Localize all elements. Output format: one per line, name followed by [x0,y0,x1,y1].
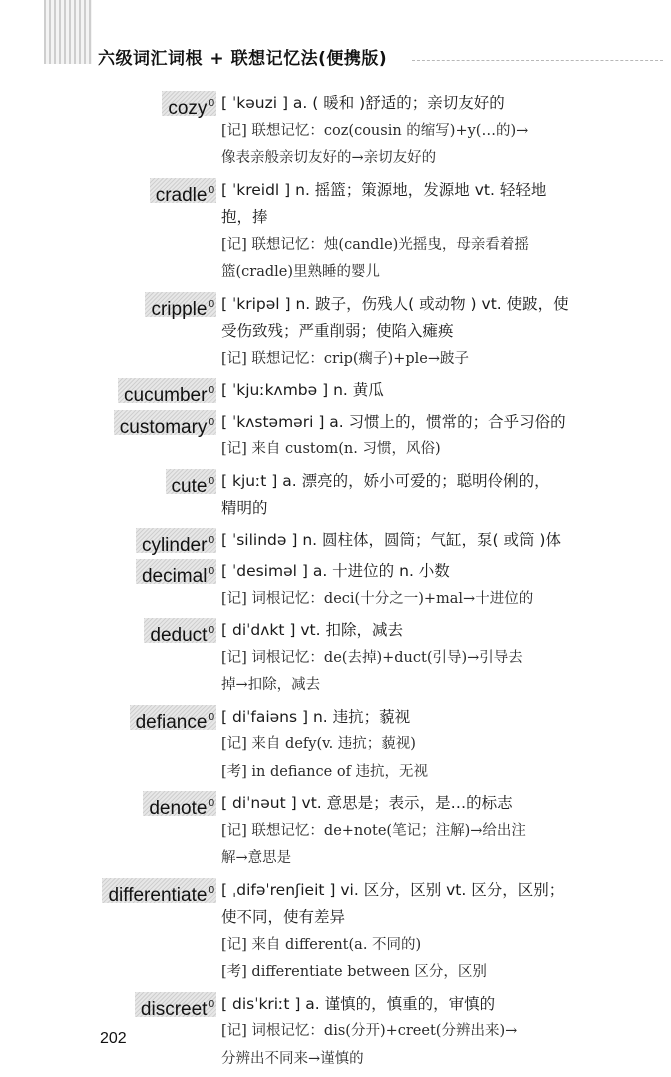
headword-box [143,791,216,819]
vocabulary-entry [0,377,671,405]
headword-box [162,91,216,119]
memory-note-line: [考] in defiance of 违抗，无视 [221,763,429,780]
headword: cute [171,475,208,497]
entry-body [221,90,619,173]
headword: customary [119,416,208,438]
headword-box [136,559,216,587]
definition-line: [ ˈdesiməl ] a. 十进位的 n. 小数 [221,562,450,580]
entry-body [221,558,619,613]
entry-body [221,291,619,374]
definition-line: [ ˌdifəˈrenʃieit ] vi. 区分，区别 vt. 区分，区别； [221,880,565,899]
memory-note-line: [记] 来自 different(a. 不同的) [221,936,422,953]
entry-body [221,527,619,555]
definition-line: [ ˈsilində ] n. 圆柱体，圆筒；气缸，泵( 或筒 )体 [221,530,561,549]
memory-note-line: [记] 联想记忆：烛(candle)光摇曳，母亲看着摇 [221,236,529,253]
header-dashed-rule [412,60,663,61]
headword-box [118,378,216,406]
headword: discreet [140,998,208,1020]
entry-body [221,991,619,1074]
definition-line: [ diˈdʌkt ] vt. 扣除，减去 [221,621,403,639]
headword: cozy [168,98,208,119]
frequency-mark: 0 [208,884,214,896]
headword: differentiate [108,884,208,906]
vocabulary-entry [0,877,671,987]
definition-line: 精明的 [221,499,268,517]
memory-note-line: 篮(cradle)里熟睡的婴儿 [221,264,381,280]
frequency-mark: 0 [208,475,214,487]
memory-note-line: [记] 来自 defy(v. 违抗；藐视) [221,736,416,752]
frequency-mark: 0 [208,534,214,546]
headword-box [145,292,216,320]
headword: deduct [150,625,208,646]
entry-body [221,790,619,873]
headword: decimal [141,566,208,587]
frequency-mark: 0 [208,98,214,109]
definition-line: [ ˈkripəl ] n. 跛子，伤残人( 或动物 ) vt. 使跛，使 [221,294,569,313]
definition-line: 受伤致残；严重削弱；使陷入瘫痪 [221,322,454,340]
headword: cylinder [141,534,208,556]
headword: defiance [135,711,208,733]
headword: denote [149,798,208,819]
entry-body [221,177,619,287]
headword-box [166,469,216,497]
headword-box [150,178,216,206]
frequency-mark: 0 [208,711,214,723]
frequency-mark: 0 [208,385,214,396]
definition-line: [ diˈfaiəns ] n. 违抗；藐视 [221,707,411,726]
definition-line: 抱，捧 [221,208,268,226]
headword: cucumber [124,385,208,406]
memory-note-line: [记] 来自 custom(n. 习惯，风俗) [221,441,441,457]
definition-line: [ ˈkjuːkʌmbə ] n. 黄瓜 [221,381,384,399]
headword-box [114,410,216,438]
memory-note-line: 分辨出不同来→谨慎的 [221,1050,364,1067]
frequency-mark: 0 [208,416,214,428]
headword-box [136,528,216,556]
frequency-mark: 0 [208,566,214,577]
definition-line: [ ˈkʌstəməri ] a. 习惯上的，惯常的；合乎习俗的 [221,412,566,431]
memory-note-line: [记] 联想记忆：de+note(笔记；注解)→给出注 [221,822,526,839]
vocabulary-entry [0,617,671,700]
vocabulary-entry-list [0,90,671,1077]
vocabulary-entry [0,90,671,173]
running-header-title: 六级词汇词根 + 联想记忆法(便携版) [98,49,388,69]
corner-decoration [44,0,92,64]
entry-body [221,617,619,700]
memory-note-line: 掉→扣除，减去 [221,677,321,693]
vocabulary-entry [0,409,671,464]
frequency-mark: 0 [208,998,214,1010]
memory-note-line: [考] differentiate between 区分，区别 [221,964,487,980]
definition-line: 使不同，使有差异 [221,908,346,926]
memory-note-line: 像表亲般亲切友好的→亲切友好的 [221,150,437,166]
entry-body [221,409,619,464]
memory-note-line: 解→意思是 [221,850,292,866]
frequency-mark: 0 [208,184,214,196]
headword-box [102,878,216,906]
frequency-mark: 0 [208,298,214,310]
memory-note-line: [记] 词根记忆：dis(分开)+creet(分辨出来)→ [221,1023,518,1039]
definition-line: [ kjuːt ] a. 漂亮的，娇小可爱的；聪明伶俐的， [221,471,550,490]
entry-body [221,877,619,987]
memory-note-line: [记] 词根记忆：de(去掉)+duct(引导)→引导去 [221,649,523,666]
headword-box [144,618,216,646]
definition-line: [ disˈkriːt ] a. 谨慎的，慎重的，审慎的 [221,994,496,1013]
headword-box [135,992,216,1020]
definition-line: [ ˈkəuzi ] a. ( 暖和 )舒适的；亲切友好的 [221,94,505,112]
headword: cripple [151,298,208,320]
definition-line: [ diˈnəut ] vt. 意思是；表示，是…的标志 [221,794,513,812]
vocabulary-entry [0,558,671,613]
memory-note-line: [记] 词根记忆：deci(十分之一)+mal→十进位的 [221,590,534,607]
vocabulary-entry [0,704,671,787]
entry-body [221,704,619,787]
memory-note-line: [记] 联想记忆：crip(瘸子)+ple→跛子 [221,350,470,367]
vocabulary-entry [0,527,671,555]
entry-body [221,377,619,405]
vocabulary-entry [0,468,671,523]
headword-box [130,705,216,733]
memory-note-line: [记] 联想记忆：coz(cousin 的缩写)+y(…的)→ [221,122,529,139]
entry-body [221,468,619,523]
page-number: 202 [100,1030,127,1047]
vocabulary-entry [0,177,671,287]
definition-line: [ ˈkreidl ] n. 摇篮；策源地，发源地 vt. 轻轻地 [221,180,547,199]
frequency-mark: 0 [208,798,214,809]
headword: cradle [155,184,208,206]
vocabulary-entry [0,291,671,374]
vocabulary-entry [0,790,671,873]
frequency-mark: 0 [208,625,214,636]
